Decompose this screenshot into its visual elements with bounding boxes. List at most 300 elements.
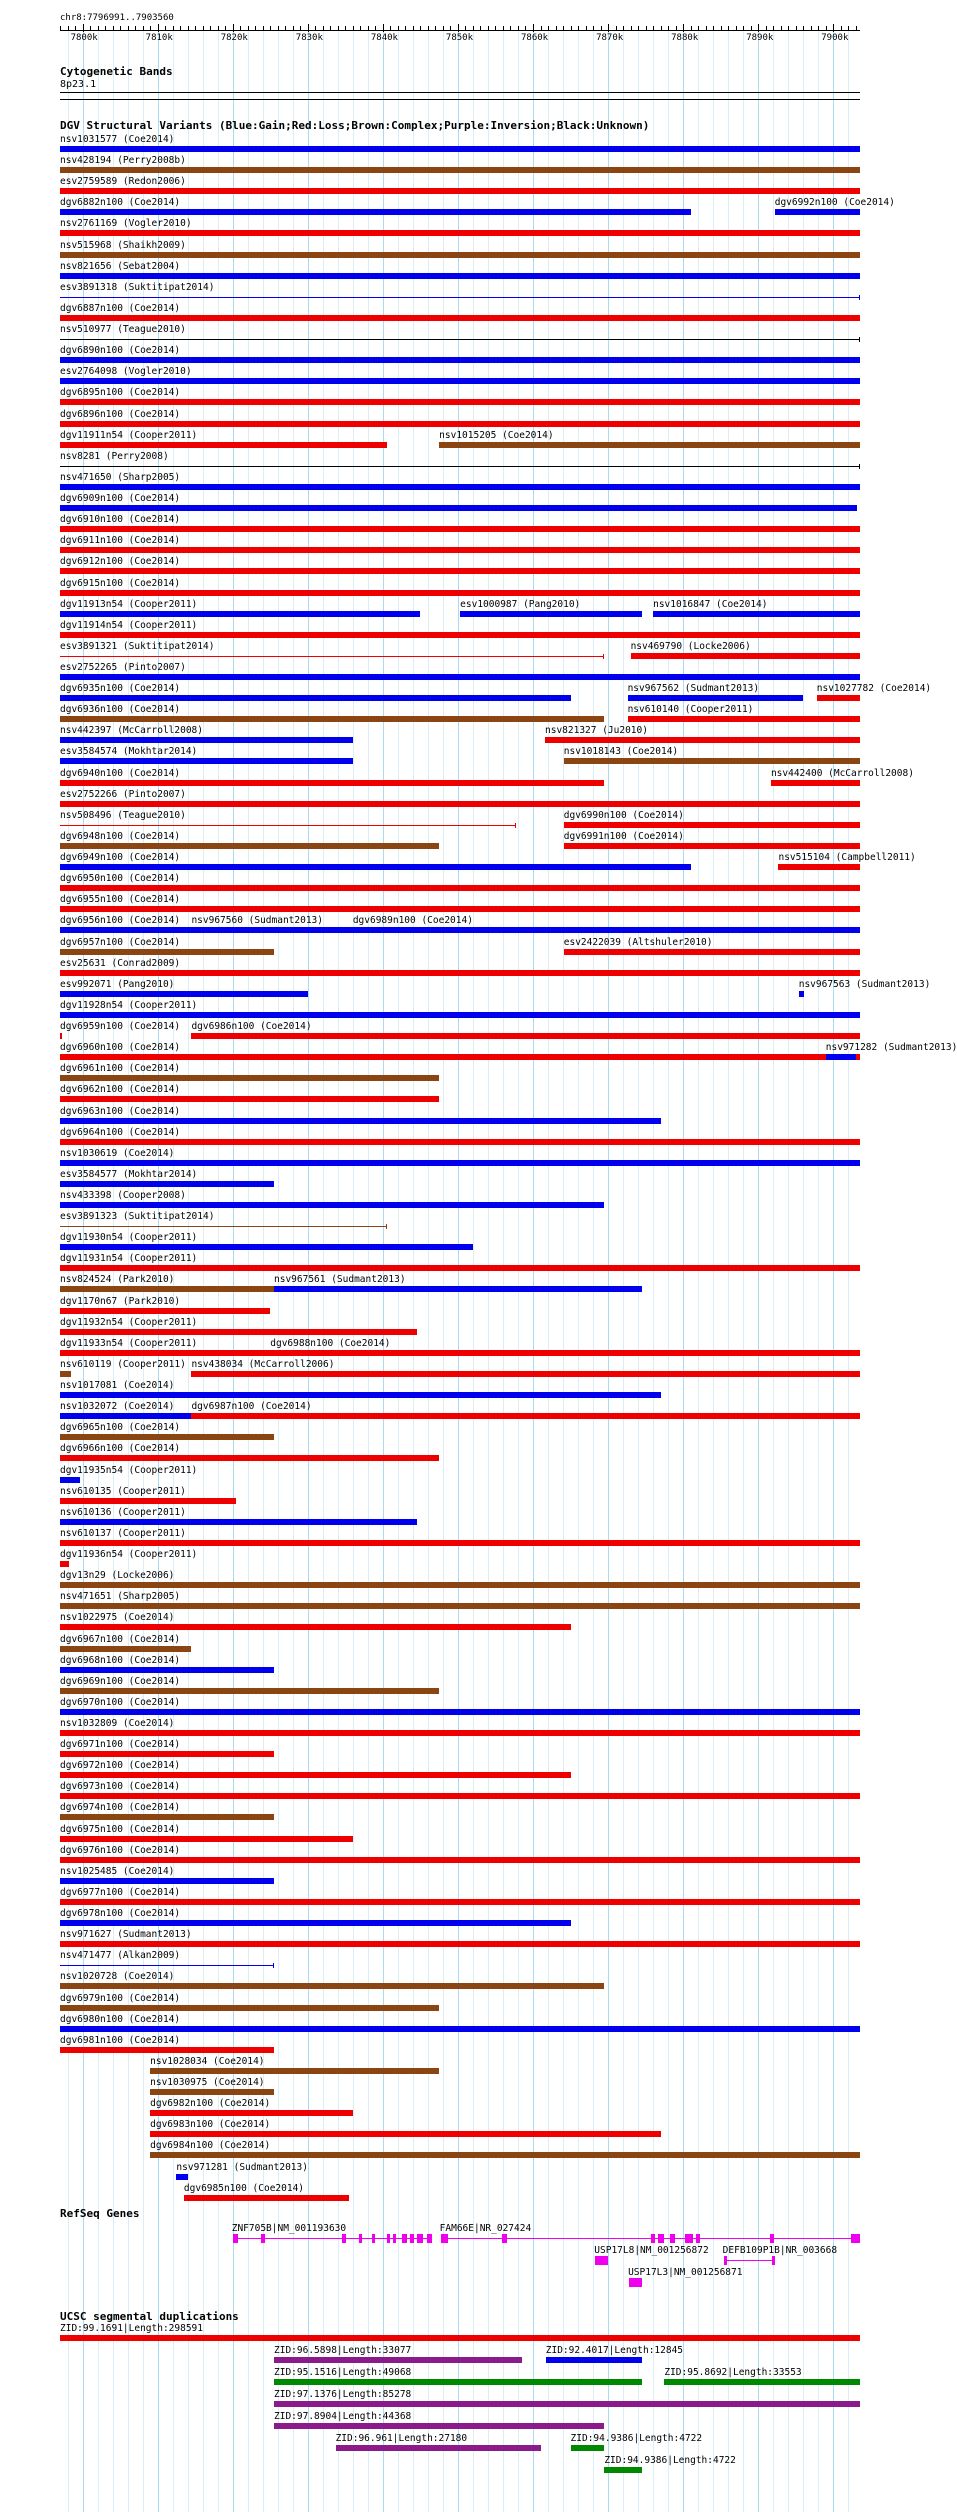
ruler-tick xyxy=(345,26,346,31)
sv-label: dgv6989n100 (Coe2014) xyxy=(352,915,473,927)
sv-label: nsv428194 (Perry2008b) xyxy=(60,155,186,167)
sv-feature[interactable] xyxy=(60,656,604,657)
ruler-tick xyxy=(683,24,684,32)
sv-feature[interactable] xyxy=(60,1920,571,1926)
sv-feature[interactable] xyxy=(60,209,691,215)
sv-feature[interactable] xyxy=(60,1857,860,1863)
sv-feature[interactable] xyxy=(60,1033,62,1039)
sv-label: dgv6890n100 (Coe2014) xyxy=(60,345,181,357)
sv-label: esv3891323 (Suktitipat2014) xyxy=(60,1211,215,1223)
ruler-tick xyxy=(210,26,211,31)
sv-label: nsv967561 (Sudmant2013) xyxy=(274,1274,406,1286)
gene-exon[interactable] xyxy=(685,2234,693,2243)
sv-feature[interactable] xyxy=(564,758,860,764)
sv-label: nsv1017081 (Coe2014) xyxy=(60,1380,175,1392)
sv-label: nsv433398 (Cooper2008) xyxy=(60,1190,186,1201)
ruler-tick xyxy=(766,26,767,31)
segdup-label: ZID:97.1376|Length:85278 xyxy=(274,2389,412,2400)
sv-label: nsv971281 (Sudmant2013) xyxy=(176,2161,308,2173)
sv-feature[interactable] xyxy=(771,780,860,786)
sv-label: nsv515104 (Campbell2011) xyxy=(778,852,916,864)
ruler-tick xyxy=(661,26,662,31)
sv-label: nsv971282 (Sudmant2013) xyxy=(825,1042,957,1054)
sv-feature[interactable] xyxy=(191,1413,860,1419)
sv-feature[interactable] xyxy=(60,1793,860,1799)
sv-label: esv992071 (Pang2010) xyxy=(60,978,175,990)
ruler-tick xyxy=(323,26,324,31)
gene-exon[interactable] xyxy=(342,2234,346,2243)
sv-feature[interactable] xyxy=(653,611,860,617)
sv-feature[interactable] xyxy=(60,1667,274,1673)
dgv-track-title[interactable]: DGV Structural Variants (Blue:Gain;Red:Loss;Brown:Complex;Purple:Inversion;Black:Unknown) xyxy=(60,119,650,132)
sv-feature[interactable] xyxy=(150,2068,439,2074)
ruler-tick xyxy=(601,26,602,31)
sv-feature[interactable] xyxy=(60,970,860,976)
ruler-tick xyxy=(541,26,542,31)
sv-label: esv25631 (Conrad2009) xyxy=(60,957,181,969)
sv-feature[interactable] xyxy=(60,421,860,427)
ruler-tick xyxy=(841,26,842,31)
ruler-tick xyxy=(721,26,722,31)
sv-feature[interactable] xyxy=(60,1603,860,1609)
sv-label: esv3584574 (Mokhtar2014) xyxy=(60,746,198,758)
ruler-tick xyxy=(120,26,121,31)
ruler-tick xyxy=(165,26,166,31)
sv-feature[interactable] xyxy=(60,885,860,891)
sv-label: nsv471651 (Sharp2005) xyxy=(60,1591,181,1603)
sv-feature[interactable] xyxy=(60,1477,80,1483)
sv-feature[interactable] xyxy=(60,590,860,596)
sv-feature[interactable] xyxy=(60,297,860,298)
sv-feature[interactable] xyxy=(60,1160,860,1166)
ruler-tick xyxy=(638,26,639,31)
sv-feature[interactable] xyxy=(60,843,439,849)
sv-feature[interactable] xyxy=(799,991,804,997)
ruler-tick xyxy=(826,26,827,31)
sv-feature[interactable] xyxy=(60,1730,860,1736)
refseq-track-title[interactable]: RefSeq Genes xyxy=(60,2207,140,2220)
ruler-tick xyxy=(90,26,91,31)
sv-feature[interactable] xyxy=(60,1983,604,1989)
sv-feature[interactable] xyxy=(564,822,860,828)
sv-feature[interactable] xyxy=(60,906,860,912)
sv-feature[interactable] xyxy=(60,758,353,764)
ruler-tick xyxy=(608,24,609,32)
sv-feature[interactable] xyxy=(60,2047,274,2053)
ruler-tick xyxy=(458,24,459,32)
ruler-tick-label: 7860k xyxy=(521,33,549,43)
sv-feature[interactable] xyxy=(270,1350,860,1356)
sv-feature[interactable] xyxy=(60,1413,191,1419)
ruler-tick xyxy=(338,26,339,31)
gene-exon[interactable] xyxy=(261,2234,265,2243)
sv-feature[interactable] xyxy=(60,1286,274,1292)
sv-feature[interactable] xyxy=(60,484,860,490)
ruler-tick xyxy=(315,26,316,31)
sv-label: dgv6969n100 (Coe2014) xyxy=(60,1675,181,1687)
gene-exon[interactable] xyxy=(670,2234,675,2243)
ruler-tick xyxy=(503,26,504,31)
sv-feature[interactable] xyxy=(60,1814,274,1820)
sv-feature[interactable] xyxy=(628,716,860,722)
gene-exon[interactable] xyxy=(233,2234,238,2243)
gene-exon[interactable] xyxy=(359,2234,362,2243)
sv-label: dgv6910n100 (Coe2014) xyxy=(60,514,181,526)
ruler-tick-label: 7890k xyxy=(746,33,774,43)
segdup-label: ZID:95.8692|Length:33553 xyxy=(664,2367,802,2378)
ruler-tick xyxy=(248,26,249,31)
sv-label: dgv11930n54 (Cooper2011) xyxy=(60,1232,198,1244)
ruler-tick xyxy=(833,24,834,32)
ruler-tick xyxy=(405,26,406,31)
sv-label: dgv11911n54 (Cooper2011) xyxy=(60,429,198,441)
sv-label: dgv6983n100 (Coe2014) xyxy=(150,2119,271,2131)
segdup-feature[interactable] xyxy=(571,2445,605,2451)
sv-feature[interactable] xyxy=(60,1836,353,1842)
sv-feature[interactable] xyxy=(60,252,860,258)
sv-feature[interactable] xyxy=(60,315,860,321)
ruler-tick xyxy=(428,26,429,31)
sv-feature[interactable] xyxy=(60,991,308,997)
sv-label: dgv6990n100 (Coe2014) xyxy=(563,809,684,821)
sv-feature[interactable] xyxy=(60,1329,417,1335)
ruler-tick-label: 7800k xyxy=(70,33,98,43)
gene-exon[interactable] xyxy=(651,2234,655,2243)
sv-feature[interactable] xyxy=(60,737,353,743)
sv-label: esv2759589 (Redon2006) xyxy=(60,176,186,188)
gene-exon[interactable] xyxy=(724,2256,727,2265)
sv-feature[interactable] xyxy=(60,632,860,638)
segdup-feature[interactable] xyxy=(664,2379,860,2385)
sv-feature[interactable] xyxy=(775,209,860,215)
sv-feature[interactable] xyxy=(60,1096,439,1102)
sv-feature[interactable] xyxy=(60,716,604,722)
ruler-tick xyxy=(450,26,451,31)
gene-exon[interactable] xyxy=(696,2234,701,2243)
sv-label: nsv438034 (McCarroll2006) xyxy=(191,1358,335,1370)
gene-exon[interactable] xyxy=(629,2278,642,2287)
segdup-feature[interactable] xyxy=(60,2335,860,2341)
sv-feature[interactable] xyxy=(817,695,860,701)
sv-label: dgv6963n100 (Coe2014) xyxy=(60,1105,181,1117)
sv-label: nsv1022975 (Coe2014) xyxy=(60,1612,175,1624)
sv-label: dgv6960n100 (Coe2014) xyxy=(60,1042,181,1054)
gene-exon[interactable] xyxy=(387,2234,390,2243)
sv-label: nsv442400 (McCarroll2008) xyxy=(770,767,914,779)
ruler-tick xyxy=(706,26,707,31)
sv-label: nsv1030975 (Coe2014) xyxy=(150,2077,265,2089)
sv-feature[interactable] xyxy=(60,801,860,807)
sv-feature[interactable] xyxy=(60,1561,69,1567)
sv-feature[interactable] xyxy=(60,1118,661,1124)
sv-label: dgv6964n100 (Coe2014) xyxy=(60,1126,181,1138)
sv-label: dgv6977n100 (Coe2014) xyxy=(60,1886,181,1898)
segdup-track-title[interactable]: UCSC segmental duplications xyxy=(60,2310,239,2323)
sv-feature[interactable] xyxy=(60,1139,860,1145)
sv-feature[interactable] xyxy=(60,466,860,467)
segdup-label: ZID:92.4017|Length:12845 xyxy=(545,2345,684,2356)
ruler-tick xyxy=(713,26,714,31)
segdup-label: ZID:99.1691|Length:298591 xyxy=(60,2323,203,2334)
sv-label: dgv6882n100 (Coe2014) xyxy=(60,197,181,209)
sv-label: dgv6991n100 (Coe2014) xyxy=(563,830,684,842)
segdup-label: ZID:94.9386|Length:4722 xyxy=(570,2433,703,2444)
sv-feature[interactable] xyxy=(150,2089,274,2095)
sv-feature[interactable] xyxy=(60,1688,439,1694)
ruler-tick xyxy=(255,26,256,31)
sv-label: dgv6976n100 (Coe2014) xyxy=(60,1844,181,1856)
ruler-tick xyxy=(818,26,819,31)
sv-feature[interactable] xyxy=(60,1772,571,1778)
sv-label: dgv11933n54 (Cooper2011) xyxy=(60,1337,198,1349)
gene-exon[interactable] xyxy=(372,2234,375,2243)
sv-feature[interactable] xyxy=(60,1075,439,1081)
segdup-feature[interactable] xyxy=(274,2423,604,2429)
sv-feature[interactable] xyxy=(60,949,274,955)
sv-feature[interactable] xyxy=(60,357,860,363)
sv-label: dgv6971n100 (Coe2014) xyxy=(60,1739,181,1751)
sv-feature[interactable] xyxy=(60,611,420,617)
sv-label: nsv1015205 (Coe2014) xyxy=(439,429,554,441)
sv-label: dgv11935n54 (Cooper2011) xyxy=(60,1464,198,1476)
sv-feature[interactable] xyxy=(60,526,860,532)
ruler-tick xyxy=(173,26,174,31)
sv-feature[interactable] xyxy=(60,442,387,448)
sv-feature[interactable] xyxy=(60,1519,417,1525)
sv-feature[interactable] xyxy=(191,1371,860,1377)
ruler-tick xyxy=(631,26,632,31)
gene-exon[interactable] xyxy=(427,2234,432,2243)
sv-feature[interactable] xyxy=(460,611,642,617)
gene-exon[interactable] xyxy=(393,2234,396,2243)
sv-label: nsv967563 (Sudmant2013) xyxy=(798,978,931,990)
sv-label: nsv1018143 (Coe2014) xyxy=(563,746,679,758)
segdup-feature[interactable] xyxy=(546,2357,642,2363)
sv-feature[interactable] xyxy=(631,653,860,659)
sv-label: dgv6955n100 (Coe2014) xyxy=(60,894,181,906)
sv-label: nsv971627 (Sudmant2013) xyxy=(60,1929,192,1941)
sv-label: nsv610136 (Cooper2011) xyxy=(60,1506,186,1518)
sv-feature[interactable] xyxy=(60,1878,274,1884)
sv-feature[interactable] xyxy=(60,1012,860,1018)
sv-feature[interactable] xyxy=(778,864,860,870)
sv-feature[interactable] xyxy=(60,1226,387,1227)
sv-feature[interactable] xyxy=(60,1265,860,1271)
sv-label: nsv610140 (Cooper2011) xyxy=(627,704,754,716)
ruler-tick xyxy=(653,26,654,31)
ruler-tick-label: 7850k xyxy=(445,33,474,43)
cytoband-label: 8p23.1 xyxy=(60,79,97,90)
ruler-tick-label: 7870k xyxy=(596,33,624,43)
sv-feature[interactable] xyxy=(60,1941,860,1947)
sv-feature[interactable] xyxy=(184,2195,349,2201)
sv-feature[interactable] xyxy=(150,2131,660,2137)
sv-feature[interactable] xyxy=(60,1054,860,1060)
sv-label: nsv1030619 (Coe2014) xyxy=(60,1147,175,1159)
sv-feature[interactable] xyxy=(60,2026,860,2032)
gene-exon[interactable] xyxy=(851,2234,860,2243)
sv-feature[interactable] xyxy=(545,737,860,743)
sv-label: dgv6959n100 (Coe2014) xyxy=(60,1021,181,1033)
sv-feature[interactable] xyxy=(60,378,860,384)
ruler-tick xyxy=(728,26,729,31)
sv-label: dgv11928n54 (Cooper2011) xyxy=(60,999,198,1011)
ruler-tick xyxy=(263,26,264,31)
sv-feature[interactable] xyxy=(60,505,857,511)
sv-feature[interactable] xyxy=(60,1646,191,1652)
ruler-tick xyxy=(158,24,159,32)
segdup-feature[interactable] xyxy=(604,2467,642,2473)
sv-label: nsv510977 (Teague2010) xyxy=(60,324,186,336)
sv-feature-end xyxy=(515,823,516,828)
sv-label: dgv6895n100 (Coe2014) xyxy=(60,387,181,399)
ruler-tick xyxy=(691,26,692,31)
sv-feature[interactable] xyxy=(60,674,860,680)
ruler-tick xyxy=(188,26,189,31)
sv-feature[interactable] xyxy=(353,927,860,933)
sv-label: dgv11931n54 (Cooper2011) xyxy=(60,1253,198,1265)
sv-feature[interactable] xyxy=(60,1181,274,1187)
sv-label: dgv6984n100 (Coe2014) xyxy=(150,2140,271,2152)
ruler-tick xyxy=(233,24,234,32)
sv-feature[interactable] xyxy=(60,1899,860,1905)
ruler-tick xyxy=(420,26,421,31)
sv-feature[interactable] xyxy=(191,1033,860,1039)
sv-label: esv3584577 (Mokhtar2014) xyxy=(60,1168,198,1180)
sv-feature[interactable] xyxy=(60,273,860,279)
sv-feature[interactable] xyxy=(60,339,860,340)
sv-feature[interactable] xyxy=(60,1434,274,1440)
segdup-label: ZID:95.1516|Length:49068 xyxy=(274,2367,412,2378)
gene-label: DEFB109P1B|NR_003668 xyxy=(722,2245,838,2256)
ruler-tick xyxy=(578,26,579,31)
cytoband-track-title[interactable]: Cytogenetic Bands xyxy=(60,65,173,78)
sv-label: dgv6966n100 (Coe2014) xyxy=(60,1443,181,1455)
sv-feature[interactable] xyxy=(60,864,691,870)
sv-label: dgv11936n54 (Cooper2011) xyxy=(60,1549,198,1561)
sv-feature[interactable] xyxy=(60,1455,439,1461)
sv-feature[interactable] xyxy=(60,1308,270,1314)
sv-label: nsv1032809 (Coe2014) xyxy=(60,1718,175,1729)
sv-label: nsv508496 (Teague2010) xyxy=(60,809,186,821)
sv-label: nsv610137 (Cooper2011) xyxy=(60,1527,186,1539)
segdup-label: ZID:94.9386|Length:4722 xyxy=(604,2455,736,2466)
sv-feature[interactable] xyxy=(60,568,860,574)
sv-feature[interactable] xyxy=(439,442,860,448)
sv-feature[interactable] xyxy=(60,2005,439,2011)
sv-feature[interactable] xyxy=(60,1709,860,1715)
sv-feature[interactable] xyxy=(60,547,860,553)
ruler-tick xyxy=(781,26,782,31)
segdup-feature[interactable] xyxy=(274,2357,522,2363)
sv-feature[interactable] xyxy=(60,695,571,701)
sv-feature[interactable] xyxy=(60,1244,473,1250)
gene-exon[interactable] xyxy=(502,2234,507,2243)
sv-feature[interactable] xyxy=(60,230,860,236)
gene-exon[interactable] xyxy=(441,2234,449,2243)
sv-label: nsv824524 (Park2010) xyxy=(60,1274,175,1286)
sv-label: dgv6985n100 (Coe2014) xyxy=(183,2182,305,2194)
gene-exon[interactable] xyxy=(658,2234,663,2243)
sv-feature[interactable] xyxy=(60,146,860,152)
sv-feature[interactable] xyxy=(60,188,860,194)
sv-label: dgv6940n100 (Coe2014) xyxy=(60,767,181,779)
sv-feature-end xyxy=(859,295,860,300)
sv-label: dgv6970n100 (Coe2014) xyxy=(60,1696,181,1708)
ruler-tick xyxy=(293,26,294,31)
ruler-tick xyxy=(480,26,481,31)
sv-feature[interactable] xyxy=(564,843,860,849)
sv-feature[interactable] xyxy=(60,1202,604,1208)
gene-exon[interactable] xyxy=(402,2234,407,2243)
sv-label: dgv11913n54 (Cooper2011) xyxy=(60,598,198,610)
sv-feature[interactable] xyxy=(60,1371,71,1377)
gene-label: FAM66E|NR_027424 xyxy=(439,2223,532,2234)
ruler-tick xyxy=(330,26,331,31)
sv-feature[interactable] xyxy=(191,927,274,933)
sv-feature[interactable] xyxy=(60,1751,274,1757)
sv-label: dgv6909n100 (Coe2014) xyxy=(60,493,181,505)
ruler-tick xyxy=(435,26,436,31)
sv-feature[interactable] xyxy=(60,1965,274,1966)
ruler-tick xyxy=(773,26,774,31)
segdup-feature[interactable] xyxy=(274,2401,860,2407)
ruler-tick xyxy=(135,26,136,31)
sv-label: dgv6986n100 (Coe2014) xyxy=(191,1021,312,1033)
sv-label: esv2752265 (Pinto2007) xyxy=(60,662,186,673)
sv-feature[interactable] xyxy=(60,1540,860,1546)
gene-label: USP17L8|NM_001256872 xyxy=(594,2245,709,2256)
sv-label: nsv469790 (Locke2006) xyxy=(630,640,751,652)
sv-feature[interactable] xyxy=(826,1054,856,1060)
sv-feature[interactable] xyxy=(60,167,860,173)
ruler-tick xyxy=(811,26,812,31)
sv-feature[interactable] xyxy=(60,1498,236,1504)
ruler-tick xyxy=(848,26,849,31)
segdup-feature[interactable] xyxy=(336,2445,541,2451)
ruler-tick xyxy=(646,26,647,31)
ruler-tick xyxy=(803,26,804,31)
sv-feature[interactable] xyxy=(628,695,804,701)
gene-exon[interactable] xyxy=(595,2256,608,2265)
sv-label: dgv11932n54 (Cooper2011) xyxy=(60,1316,198,1328)
sv-feature[interactable] xyxy=(274,1286,642,1292)
sv-feature[interactable] xyxy=(150,2110,353,2116)
sv-label: nsv967560 (Sudmant2013) xyxy=(191,915,323,927)
sv-feature[interactable] xyxy=(60,399,860,405)
sv-feature[interactable] xyxy=(60,1624,571,1630)
sv-feature[interactable] xyxy=(564,949,860,955)
sv-feature[interactable] xyxy=(60,780,604,786)
gene-exon[interactable] xyxy=(770,2234,774,2243)
sv-feature[interactable] xyxy=(60,825,516,826)
ruler-tick xyxy=(413,26,414,31)
sv-feature[interactable] xyxy=(176,2174,187,2180)
gene-exon[interactable] xyxy=(772,2256,775,2265)
sv-feature[interactable] xyxy=(150,2152,860,2158)
sv-feature[interactable] xyxy=(60,1392,661,1398)
gene-exon[interactable] xyxy=(417,2234,422,2243)
sv-label: esv2764098 (Vogler2010) xyxy=(60,366,192,378)
sv-label: dgv6975n100 (Coe2014) xyxy=(60,1823,181,1835)
gene-exon[interactable] xyxy=(410,2234,414,2243)
sv-label: dgv1170n67 (Park2010) xyxy=(60,1295,181,1307)
ruler-tick xyxy=(113,26,114,31)
sv-feature[interactable] xyxy=(60,1582,860,1588)
sv-label: nsv2761169 (Vogler2010) xyxy=(60,218,192,230)
sv-label: nsv442397 (McCarroll2008) xyxy=(60,725,203,737)
segdup-feature[interactable] xyxy=(274,2379,642,2385)
